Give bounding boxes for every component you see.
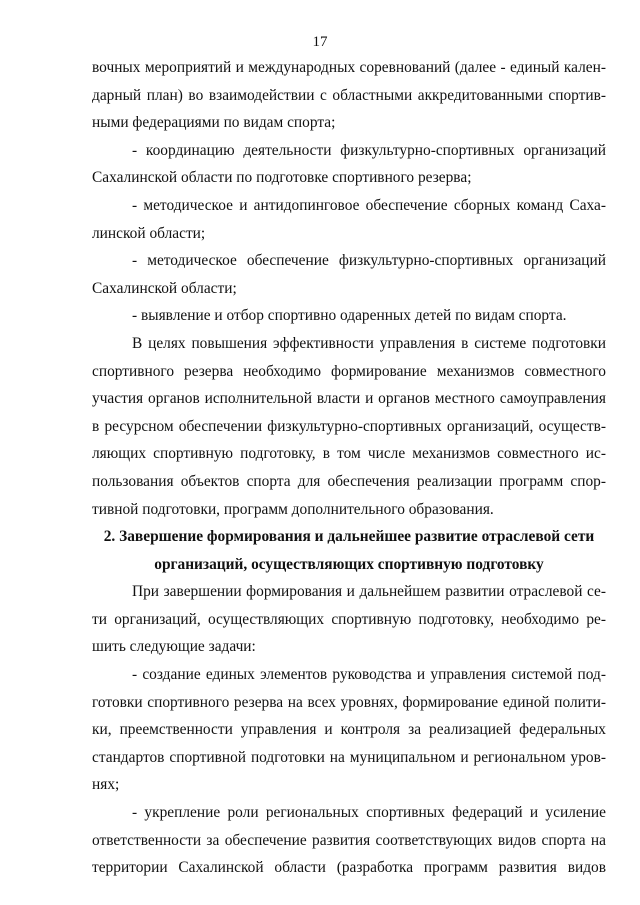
text-line: - создание единых элементов руководства и управления системой под- — [132, 666, 606, 684]
text-line: участия органов исполнительной власти и органов местного самоуправления — [92, 390, 606, 408]
text-line: стандартов спортивной подготовки на муниципальном и региональном уров- — [92, 748, 606, 766]
page-number: 17 — [312, 34, 328, 50]
text-line: пользования объектов спорта для обеспечения реализации программ спор- — [92, 472, 606, 490]
text-line: шить следующие задачи: — [92, 638, 256, 656]
text-line: ответственности за обеспечение развития соответствующих видов спорта на — [92, 831, 606, 849]
text-line: - координацию деятельности физкультурно-спортивных организаций — [132, 141, 606, 159]
text-line: Сахалинской области; — [92, 279, 237, 297]
section-heading-line: организаций, осуществляющих спортивную подготовку — [154, 555, 544, 573]
text-line: дарный план) во взаимодействии с областными аккредитованными спортив- — [92, 86, 606, 104]
section-heading-line: 2. Завершение формирования и дальнейшее развитие отраслевой сети — [103, 528, 595, 546]
text-line: вочных мероприятий и международных соревнований (далее - единый кален- — [92, 59, 606, 76]
text-line: ти организаций, осуществляющих спортивную подготовку, необходимо ре- — [92, 610, 606, 628]
text-line: Сахалинской области по подготовке спортивного резерва; — [92, 169, 472, 187]
text-line: территории Сахалинской области (разработка программ развития видов — [92, 859, 606, 877]
text-line: - методическое обеспечение физкультурно-спортивных организаций — [132, 252, 606, 270]
body-text — [92, 54, 606, 882]
text-line: ными федерациями по видам спорта; — [92, 114, 336, 132]
text-line: в ресурсном обеспечении физкультурно-спортивных организаций, осуществ- — [92, 417, 606, 435]
text-line: нях; — [92, 776, 120, 794]
text-line: ляющих спортивную подготовку, в том числе механизмов совместного ис- — [92, 445, 606, 463]
text-line: В целях повышения эффективности управления в системе подготовки — [132, 334, 606, 352]
text-line: При завершении формирования и дальнейшем развитии отраслевой се- — [132, 583, 606, 601]
text-line: - методическое и антидопинговое обеспечение сборных команд Саха- — [132, 196, 606, 214]
text-line: - выявление и отбор спортивно одаренных детей по видам спорта. — [132, 307, 567, 325]
text-line: линской области; — [92, 224, 206, 242]
text-line: спортивного резерва необходимо формирование механизмов совместного — [92, 362, 606, 380]
text-line: - укрепление роли региональных спортивных федераций и усиление — [132, 804, 606, 822]
text-line: ки, преемственности управления и контроля за реализацией федеральных — [92, 721, 606, 739]
text-line: тивной подготовки, программ дополнительного образования. — [92, 500, 494, 518]
text-line: готовки спортивного резерва на всех уровнях, формирование единой полити- — [92, 693, 606, 711]
